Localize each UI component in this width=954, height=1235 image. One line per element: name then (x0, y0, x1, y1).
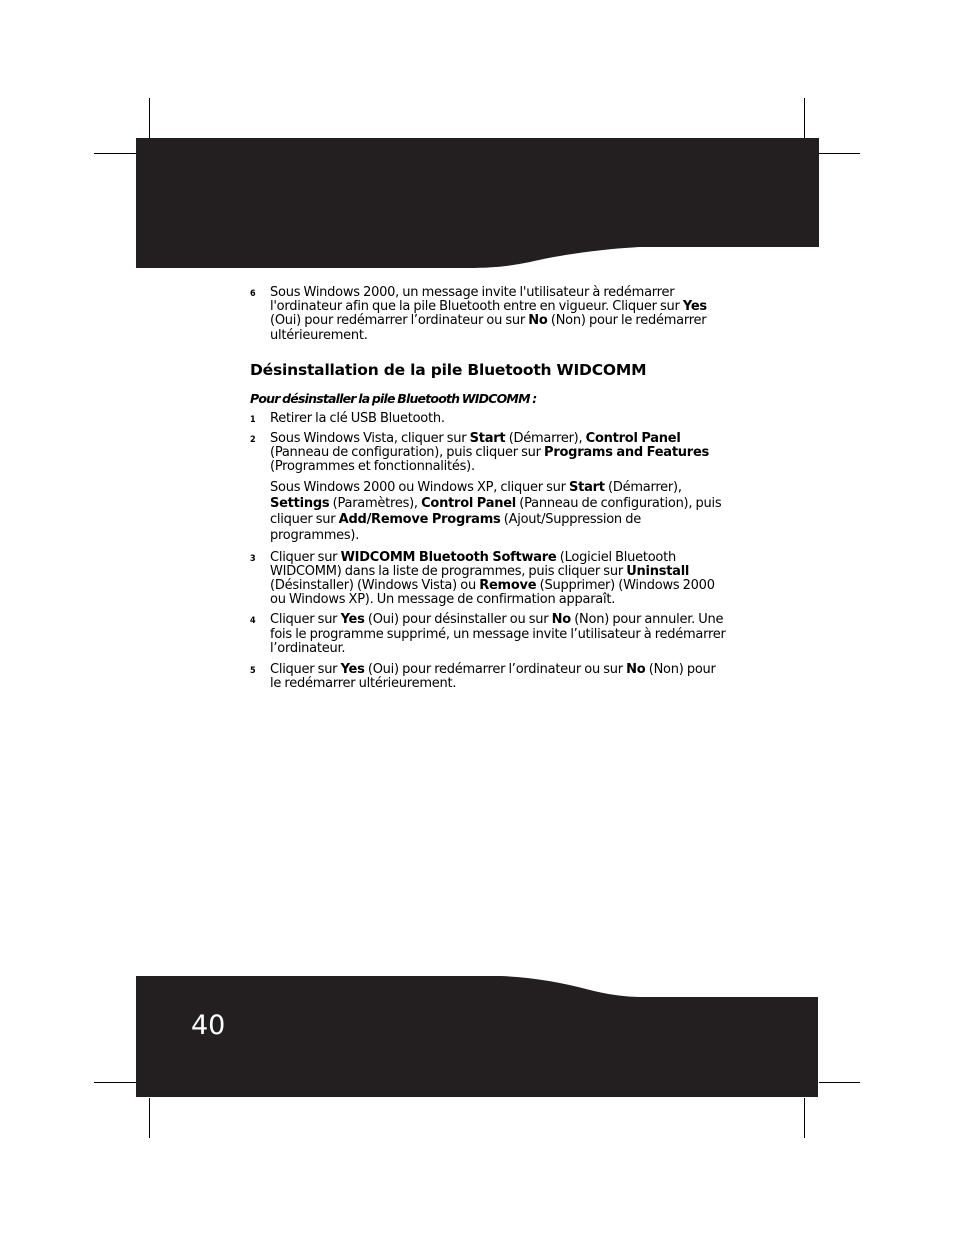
step-line: programmes). (270, 527, 360, 543)
step-line: fois le programme supprimé, un message invite l’utilisateur à redémarrer (270, 626, 726, 642)
text: l'ordinateur afin que la pile Bluetooth entre en vigueur. Cliquer sur (270, 299, 683, 315)
step-number: 2 (250, 435, 256, 446)
step-line (270, 314, 745, 328)
uninstall-step-3 (250, 551, 745, 608)
step-line: le redémarrer ultérieurement. (270, 676, 457, 692)
uninstall-step-2-alt (250, 480, 745, 544)
text: (Démarrer), (604, 479, 682, 495)
yes-label: Yes (682, 299, 707, 315)
add-remove-label: Add/Remove Programs (338, 511, 501, 527)
uninstall-step-4 (250, 613, 745, 656)
step-line: (Programmes et fonctionnalités). (270, 459, 475, 475)
step-line (270, 512, 745, 528)
text: (Ajout/Suppression de (500, 511, 641, 527)
text: (Logiciel Bluetooth (556, 549, 676, 565)
no-label: No (551, 612, 571, 628)
step-6 (250, 286, 745, 343)
step-number: 3 (250, 553, 256, 564)
programs-features-label: Programs and Features (544, 445, 710, 461)
start-label: Start (569, 479, 605, 495)
text: Sous Windows 2000 ou Windows XP, cliquer sur (270, 479, 570, 495)
step-line (270, 329, 745, 343)
settings-label: Settings (270, 495, 330, 511)
step-number: 4 (250, 616, 256, 627)
control-panel-label: Control Panel (585, 431, 681, 447)
text: (Non) pour annuler. Une (570, 612, 724, 628)
step-line (270, 496, 745, 512)
text: (Oui) pour désinstaller ou sur (364, 612, 552, 628)
page-content (250, 284, 745, 691)
section-heading: Désinstallation de la pile Bluetooth WIDCOMM (250, 360, 647, 379)
text: Sous Windows Vista, cliquer sur (270, 431, 470, 447)
text: cliquer sur (270, 511, 339, 527)
text: WIDCOMM) dans la liste de programmes, puis cliquer sur (270, 563, 627, 579)
step-line: ou Windows XP). Un message de confirmation apparaît. (270, 592, 616, 608)
text: (Paramètres), (329, 495, 422, 511)
text: (Oui) pour redémarrer l’ordinateur ou sur (270, 313, 529, 329)
page-number: 40 (191, 1010, 226, 1041)
remove-label: Remove (479, 578, 537, 594)
text: (Désinstaller) (Windows Vista) ou (270, 578, 480, 594)
step-line (270, 565, 745, 579)
start-label: Start (469, 431, 506, 447)
uninstall-step-1 (250, 412, 745, 426)
uninstall-step-5 (250, 663, 745, 691)
yes-label: Yes (340, 662, 365, 678)
text: (Démarrer), (505, 431, 586, 447)
widcomm-software-label: WIDCOMM Bluetooth Software (340, 549, 557, 565)
control-panel-label: Control Panel (421, 495, 516, 511)
no-label: No (626, 662, 646, 678)
text: (Panneau de configuration), puis (516, 495, 722, 511)
text: Sous Windows 2000, un message invite l'utilisateur à redémarrer (270, 285, 675, 300)
step-line (270, 663, 745, 677)
uninstall-label: Uninstall (626, 563, 690, 579)
text: (Non) pour le redémarrer (547, 313, 707, 329)
text: (Panneau de configuration), puis cliquer sur (270, 445, 545, 461)
text: Cliquer sur (270, 662, 341, 678)
step-line (270, 551, 745, 565)
yes-label: Yes (340, 612, 365, 628)
text: ultérieurement. (270, 327, 368, 343)
text: Cliquer sur (270, 549, 341, 565)
step-line (270, 286, 745, 300)
step-number: 5 (250, 666, 256, 677)
step-line (270, 579, 745, 593)
step-line (270, 613, 745, 627)
step-line (270, 446, 745, 460)
text: Cliquer sur (270, 612, 341, 628)
step-line: Retirer la clé USB Bluetooth. (270, 410, 445, 426)
uninstall-step-2 (250, 432, 745, 475)
text: (Oui) pour redémarrer l’ordinateur ou sur (364, 662, 627, 678)
text: (Supprimer) (Windows 2000 (536, 578, 715, 594)
text: (Non) pour (645, 662, 716, 678)
step-line (270, 480, 745, 496)
step-line (270, 300, 745, 314)
step-line: l’ordinateur. (270, 640, 346, 656)
step-number: 6 (250, 289, 256, 299)
section-subheading: Pour désinstaller la pile Bluetooth WIDCOMM : (250, 390, 537, 406)
no-label: No (528, 313, 548, 329)
step-number: 1 (250, 414, 256, 425)
step-line (270, 432, 745, 446)
